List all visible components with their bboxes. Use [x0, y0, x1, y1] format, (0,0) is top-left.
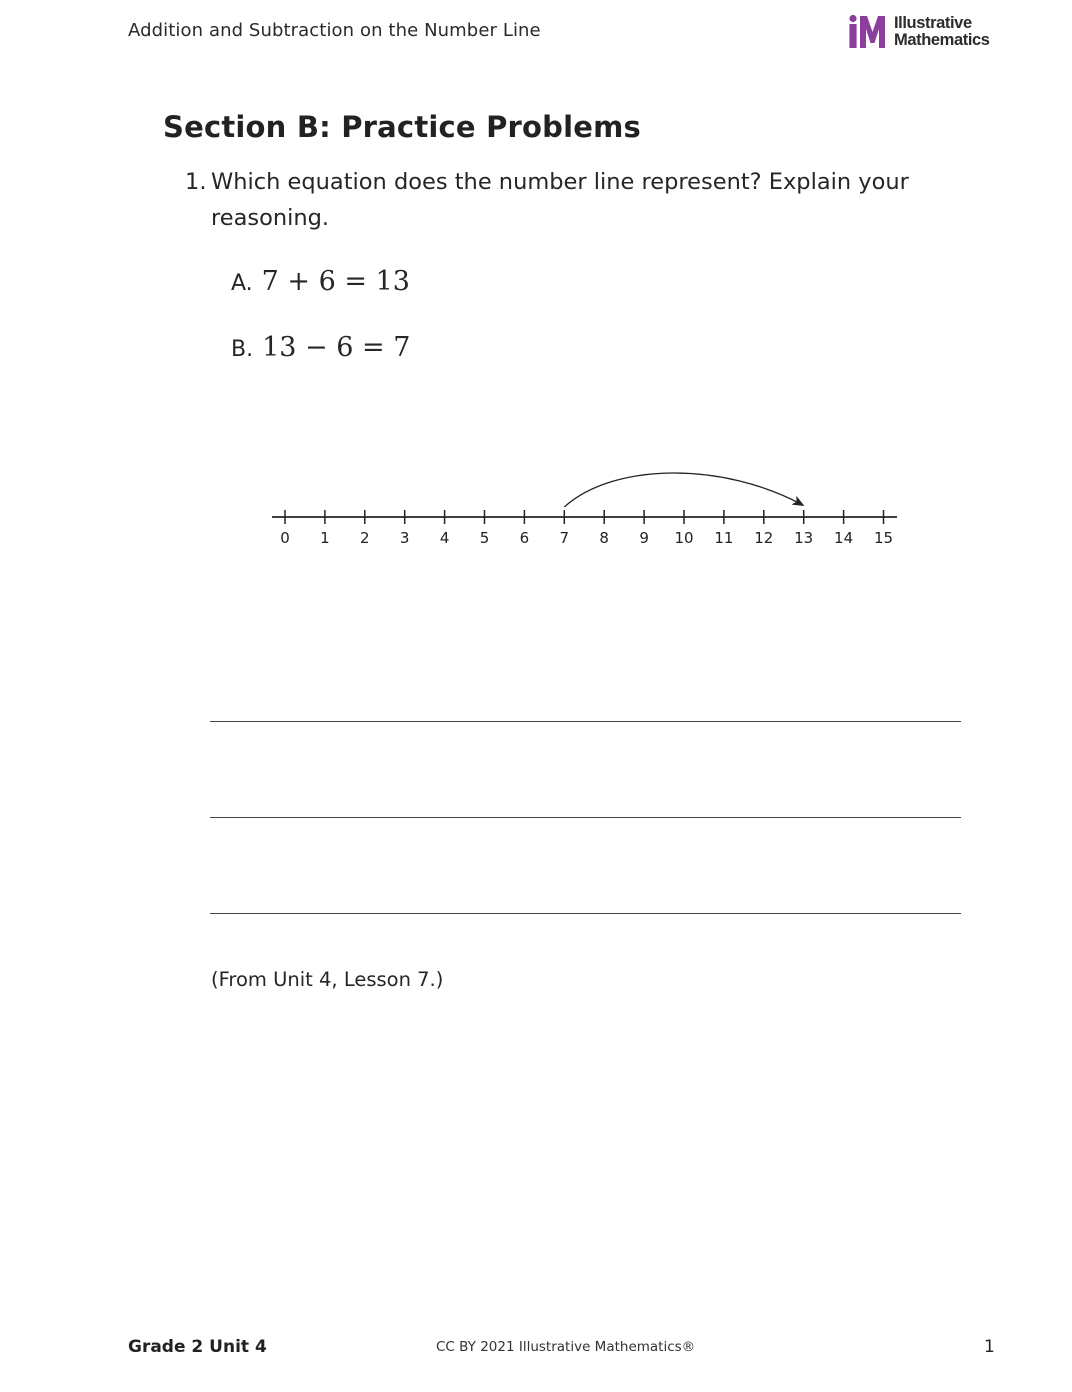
jump-arrow — [564, 473, 802, 507]
tick-label: 9 — [639, 529, 649, 547]
choice-b-letter: B. — [231, 337, 254, 362]
tick-label: 8 — [599, 529, 609, 547]
tick-label: 4 — [439, 529, 450, 547]
page-number: 1 — [984, 1337, 995, 1357]
illustrative-mathematics-logo — [848, 14, 1008, 54]
tick-label: 1 — [320, 529, 330, 547]
tick-label: 7 — [559, 529, 570, 547]
logo-line-1: Illustrative — [894, 14, 972, 32]
problem-prompt: Which equation does the number line represent? Explain your reasoning. — [211, 169, 909, 231]
tick-label: 2 — [360, 529, 370, 547]
im-logo-icon — [848, 14, 890, 50]
tick-label: 3 — [399, 529, 410, 547]
footer-unit: Grade 2 Unit 4 — [128, 1337, 267, 1357]
tick-label: 11 — [714, 529, 734, 547]
section-title: Section B: Practice Problems — [163, 110, 642, 144]
tick-label: 13 — [794, 529, 814, 547]
problem-number: 1. — [185, 169, 207, 195]
tick-label: 14 — [834, 529, 854, 547]
tick-label: 15 — [873, 529, 894, 547]
logo-line-2: Mathematics — [894, 31, 990, 49]
tick-label: 10 — [674, 529, 694, 547]
document-title: Addition and Subtraction on the Number Line — [128, 20, 541, 41]
number-line — [0, 0, 1072, 600]
tick-label: 12 — [754, 529, 774, 547]
footer-license: CC BY 2021 Illustrative Mathematics® — [436, 1339, 696, 1355]
tick-label: 5 — [479, 529, 490, 547]
answer-line-1[interactable] — [210, 721, 961, 722]
choice-a-letter: A. — [231, 271, 253, 296]
answer-line-3[interactable] — [210, 913, 961, 914]
problem-1 — [185, 164, 955, 236]
tick-label: 6 — [519, 529, 530, 547]
choice-b — [231, 332, 410, 363]
choice-a-equation: 7 + 6 = 13 — [261, 266, 410, 297]
logo-wordmark — [894, 15, 990, 49]
source-note: (From Unit 4, Lesson 7.) — [211, 968, 444, 991]
tick-label: 0 — [280, 529, 290, 547]
answer-line-2[interactable] — [210, 817, 961, 818]
choice-a — [231, 266, 410, 297]
choice-b-equation: 13 − 6 = 7 — [262, 332, 411, 363]
